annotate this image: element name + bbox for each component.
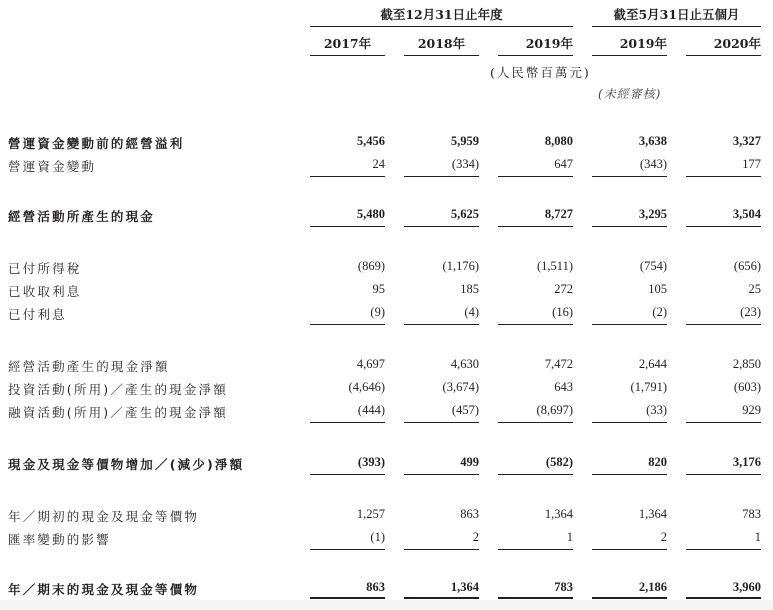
table-row	[0, 530, 773, 548]
column-header-2018: 2018年	[417, 36, 466, 51]
subtotal-rule	[498, 474, 573, 475]
total-double-rule	[404, 597, 479, 599]
table-row	[0, 305, 773, 323]
table-row	[0, 580, 773, 598]
group-header-rule	[310, 26, 573, 27]
cell-value: (457)	[451, 403, 479, 417]
cell-value: (4,646)	[348, 380, 385, 394]
total-double-rule	[498, 597, 573, 599]
cell-value: 863	[366, 580, 385, 594]
cell-value: 647	[554, 157, 573, 171]
cell-value: 5,456	[356, 134, 385, 148]
subtotal-rule	[498, 226, 573, 227]
cell-value: 5,480	[356, 207, 385, 221]
subtotal-rule	[592, 474, 667, 475]
cell-value: 3,638	[638, 134, 667, 148]
cell-value: 783	[742, 507, 761, 521]
cell-value: 4,630	[450, 357, 479, 371]
row-label: 年／期末的現金及現金等價物	[8, 582, 200, 597]
column-header-2020-5m: 2020年	[713, 36, 761, 51]
subtotal-rule	[404, 176, 479, 177]
table-row	[0, 207, 773, 225]
cell-value: (33)	[646, 403, 667, 417]
column-header-rule	[404, 55, 479, 56]
subtotal-rule	[404, 324, 479, 325]
table-row	[0, 507, 773, 525]
cell-value: (334)	[451, 157, 479, 171]
subtotal-rule	[686, 474, 761, 475]
cell-value: (3,674)	[442, 380, 479, 394]
cell-value: 929	[742, 403, 761, 417]
column-header-rule	[592, 55, 667, 56]
cell-value: (23)	[740, 305, 761, 319]
unaudited-label: (未經審核)	[598, 87, 662, 101]
cell-value: 499	[460, 455, 479, 469]
column-header-2017: 2017年	[323, 36, 372, 51]
cell-value: 5,625	[450, 207, 479, 221]
row-label: 現金及現金等價物增加／(減少)淨額	[8, 457, 245, 472]
subtotal-rule	[310, 549, 385, 550]
cell-value: 2	[472, 530, 479, 544]
cell-value: (2)	[652, 305, 667, 319]
row-label: 已付利息	[8, 307, 67, 322]
cell-value: 1	[566, 530, 573, 544]
subtotal-rule	[592, 549, 667, 550]
row-label: 投資活動(所用)／產生的現金淨額	[8, 382, 228, 397]
cell-value: 2,850	[732, 357, 761, 371]
subtotal-rule	[404, 422, 479, 423]
subtotal-rule	[592, 324, 667, 325]
table-row	[0, 134, 773, 152]
cell-value: 2	[660, 530, 667, 544]
group-header-fiscal-year: 截至12月31日止年度	[380, 7, 503, 22]
row-label: 已付所得稅	[8, 261, 82, 276]
table-row	[0, 357, 773, 375]
subtotal-rule	[686, 422, 761, 423]
cell-value: (444)	[357, 403, 385, 417]
subtotal-rule	[498, 549, 573, 550]
row-label: 經營活動所產生的現金	[8, 209, 156, 224]
subtotal-rule	[686, 549, 761, 550]
group-header-five-months: 截至5月31日止五個月	[613, 7, 740, 22]
cell-value: 783	[554, 580, 573, 594]
cell-value: 863	[460, 507, 479, 521]
cell-value: (393)	[357, 455, 385, 469]
cell-value: 2,644	[638, 357, 667, 371]
total-double-rule	[686, 597, 761, 599]
cell-value: (343)	[639, 157, 667, 171]
cell-value: 1	[754, 530, 761, 544]
subtotal-rule	[592, 226, 667, 227]
cell-value: 1,364	[450, 580, 479, 594]
subtotal-rule	[592, 422, 667, 423]
row-label: 經營活動產生的現金淨額	[8, 359, 170, 374]
cell-value: 7,472	[544, 357, 573, 371]
subtotal-rule	[686, 324, 761, 325]
cell-value: (582)	[545, 455, 573, 469]
row-label: 融資活動(所用)／產生的現金淨額	[8, 405, 228, 420]
cell-value: 25	[748, 282, 761, 296]
cell-value: (1,176)	[442, 259, 479, 273]
table-row	[0, 380, 773, 398]
cell-value: 272	[554, 282, 573, 296]
cell-value: 5,959	[450, 134, 479, 148]
cell-value: (869)	[357, 259, 385, 273]
cell-value: (1,791)	[630, 380, 667, 394]
unit-label: (人民幣百萬元)	[490, 65, 591, 80]
cell-value: 95	[372, 282, 385, 296]
cell-value: 1,364	[544, 507, 573, 521]
row-label: 營運資金變動	[8, 159, 97, 174]
total-double-rule	[592, 597, 667, 599]
cell-value: (9)	[370, 305, 385, 319]
cell-value: 24	[372, 157, 385, 171]
column-header-rule	[498, 55, 573, 56]
subtotal-rule	[686, 176, 761, 177]
subtotal-rule	[404, 474, 479, 475]
cell-value: 185	[460, 282, 479, 296]
group-header-rule	[592, 26, 761, 27]
subtotal-rule	[498, 324, 573, 325]
row-label: 匯率變動的影響	[8, 532, 111, 547]
cell-value: 3,504	[732, 207, 761, 221]
cell-value: 3,327	[732, 134, 761, 148]
column-header-2019: 2019年	[525, 36, 573, 51]
cell-value: (603)	[733, 380, 761, 394]
cell-value: 177	[742, 157, 761, 171]
subtotal-rule	[498, 422, 573, 423]
cell-value: (1)	[370, 530, 385, 544]
row-label: 年／期初的現金及現金等價物	[8, 509, 200, 524]
page-bottom-margin	[0, 600, 773, 610]
subtotal-rule	[404, 549, 479, 550]
subtotal-rule	[686, 226, 761, 227]
subtotal-rule	[310, 226, 385, 227]
row-label: 營運資金變動前的經營溢利	[8, 136, 185, 151]
column-header-rule	[310, 55, 385, 56]
cell-value: 3,176	[732, 455, 761, 469]
cell-value: 820	[648, 455, 667, 469]
table-row	[0, 157, 773, 175]
subtotal-rule	[592, 176, 667, 177]
cell-value: 1,257	[356, 507, 385, 521]
cell-value: 2,186	[638, 580, 667, 594]
cell-value: 1,364	[638, 507, 667, 521]
cell-value: (16)	[552, 305, 573, 319]
cell-value: 3,295	[638, 207, 667, 221]
column-header-2019-5m: 2019年	[619, 36, 667, 51]
cell-value: 4,697	[356, 357, 385, 371]
cell-value: 8,727	[544, 207, 573, 221]
cell-value: 8,080	[544, 134, 573, 148]
column-header-rule	[686, 55, 761, 56]
subtotal-rule	[310, 422, 385, 423]
table-row	[0, 282, 773, 300]
cell-value: (656)	[733, 259, 761, 273]
table-row	[0, 455, 773, 473]
subtotal-rule	[310, 176, 385, 177]
table-row	[0, 259, 773, 277]
cell-value: (4)	[464, 305, 479, 319]
table-row	[0, 403, 773, 421]
subtotal-rule	[498, 176, 573, 177]
subtotal-rule	[404, 226, 479, 227]
cell-value: 105	[648, 282, 667, 296]
subtotal-rule	[310, 324, 385, 325]
cell-value: (1,511)	[537, 259, 573, 273]
cell-value: (8,697)	[536, 403, 573, 417]
cell-value: 643	[554, 380, 573, 394]
total-double-rule	[310, 597, 385, 599]
cell-value: (754)	[639, 259, 667, 273]
row-label: 已收取利息	[8, 284, 82, 299]
cell-value: 3,960	[732, 580, 761, 594]
subtotal-rule	[310, 474, 385, 475]
